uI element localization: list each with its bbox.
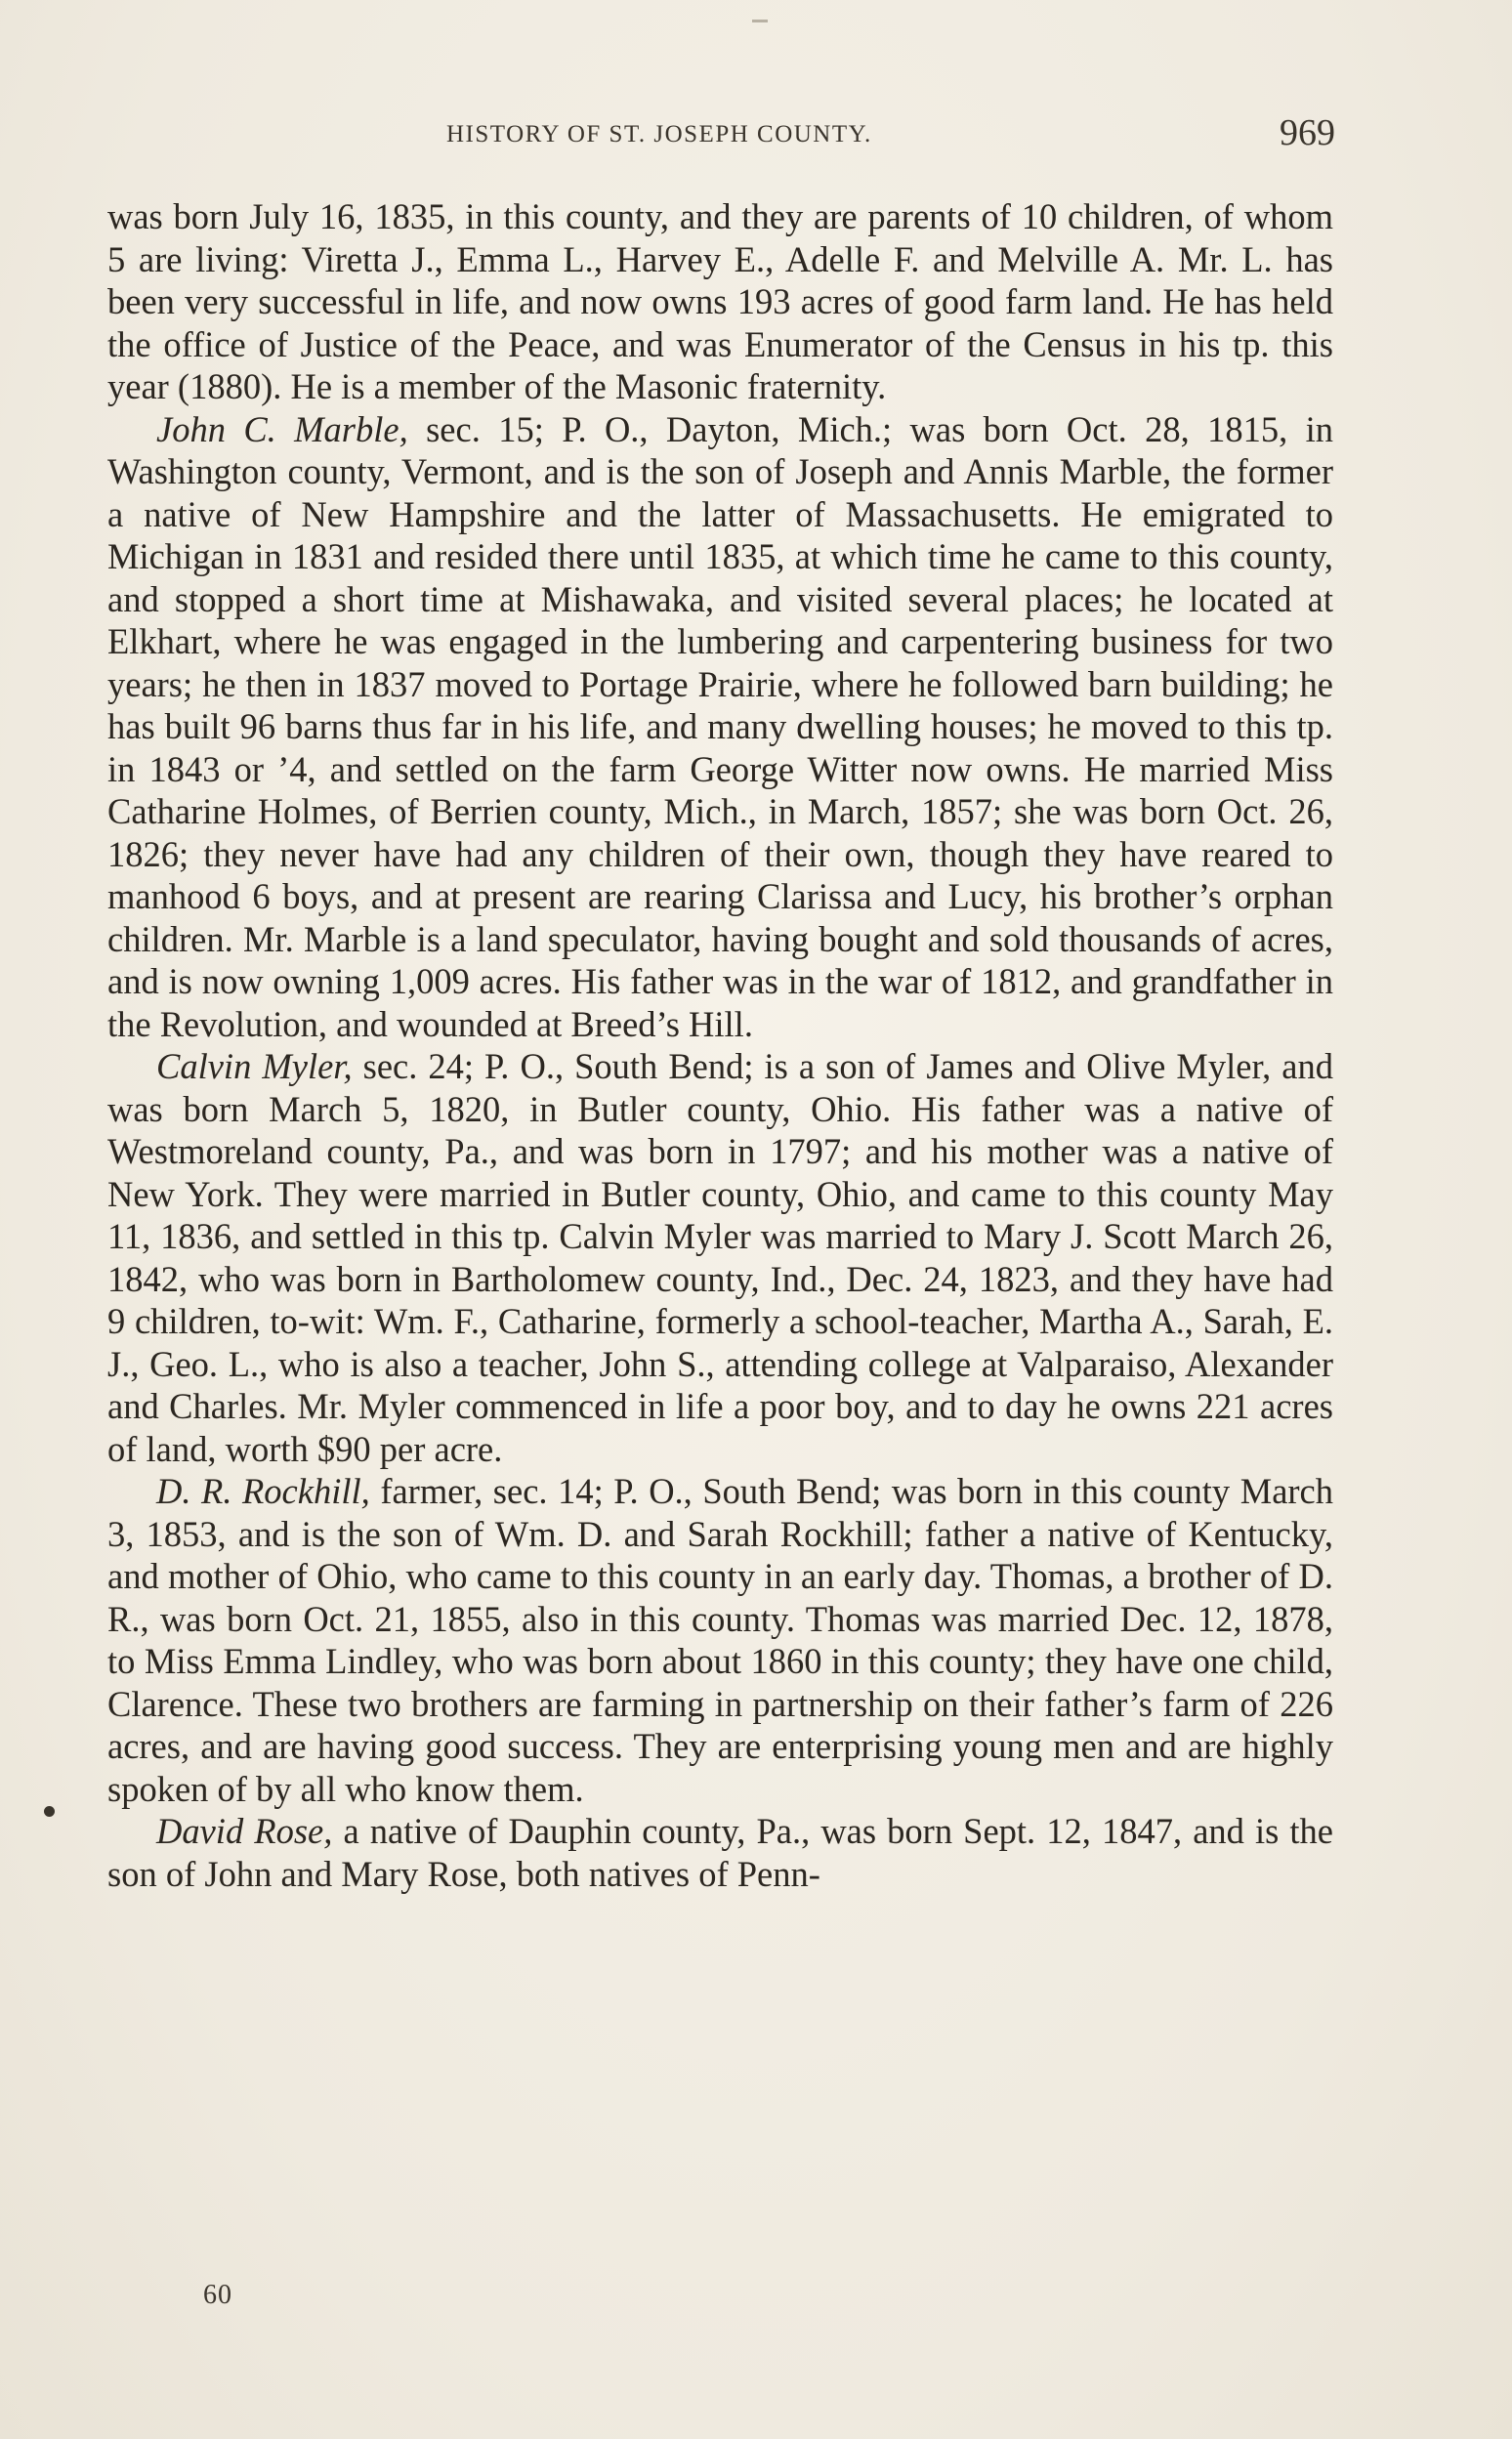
person-name: John C. Marble, [156,408,408,449]
signature-mark: 60 [203,2280,232,2310]
paragraph-text: farmer, sec. 14; P. O., South Bend; was born in this county March 3, 1853, and is the son of Wm. D. and Sarah Rockhill; father a native of Kentucky, and mother of Ohio, who came to this county in an early day. Thomas, a brother of D. R., was born Oct. 21, 1855, also in this county. Thomas was married Dec. 12, 1878, to Miss Emma Lindley, who was born about 1860 in this county; they have one child, Clarence. These two brothers are farming in partnership on their father’s farm of 226 acres, and are having good success. They are enterprising young men and are highly spoken of by all who know them. [107,1471,1333,1809]
top-edge-mark [752,20,768,22]
person-name: D. R. Rockhill, [156,1471,370,1511]
person-name: Calvin Myler, [156,1046,353,1086]
paragraph-myler [107,1045,1333,1470]
paragraph-marble [107,408,1333,1046]
paragraph-text: sec. 24; P. O., South Bend; is a son of James and Olive Myler, and was born March 5, 1820, in Butler county, Ohio. His father was a native of Westmoreland county, Pa., and was born in 1797; and his mother was a native of New York. They were married in Butler county, Ohio, and came to this county May 11, 1836, and settled in this tp. Calvin Myler was married to Mary J. Scott March 26, 1842, who was born in Bartholomew county, Ind., Dec. 24, 1823, and they have had 9 children, to-wit: Wm. F., Catharine, formerly a school-teacher, Martha A., Sarah, E. J., Geo. L., who is also a teacher, John S., attending college at Valparaiso, Alexander and Charles. Mr. Myler commenced in life a poor boy, and to day he owns 221 acres of land, worth $90 per acre. [107,1046,1333,1469]
margin-ink-dot [44,1806,55,1817]
paragraph-rockhill [107,1470,1333,1810]
paragraph-text: was born July 16, 1835, in this county, and they are parents of 10 children, of whom 5 are living: Viretta J., Emma L., Harvey E., Adelle F. and Melville A. Mr. L. has been very successful in life, and now owns 193 acres of good farm land. He has held the office of Justice of the Peace, and was Enumerator of the Census in his tp. this year (1880). He is a member of the Masonic fraternity. [107,196,1333,406]
paragraph-rose [107,1810,1333,1895]
page-number: 969 [1280,112,1335,153]
paragraph-text: sec. 15; P. O., Dayton, Mich.; was born Oct. 28, 1815, in Washington county, Vermont, and is the son of Joseph and Annis Marble, the former a native of New Hampshire and the latter of Massachusetts. He emigrated to Michigan in 1831 and resided there until 1835, at which time he came to this county, and stopped a short time at Mishawaka, and visited several places; he located at Elkhart, where he was engaged in the lumbering and carpentering business for two years; he then in 1837 moved to Portage Prairie, where he followed barn building; he has built 96 barns thus far in his life, and many dwelling houses; he moved to this tp. in 1843 or ’4, and settled on the farm George Witter now owns. He married Miss Catharine Holmes, of Berrien county, Mich., in March, 1857; she was born Oct. 26, 1826; they never have had any children of their own, though they have reared to manhood 6 boys, and at present are rearing Clarissa and Lucy, his brother’s orphan children. Mr. Marble is a land speculator, having bought and sold thousands of acres, and is now owning 1,009 acres. His father was in the war of 1812, and grandfather in the Revolution, and wounded at Breed’s Hill. [107,408,1333,1044]
person-name: David Rose, [156,1811,333,1851]
running-head: HISTORY OF ST. JOSEPH COUNTY. [446,121,872,147]
paragraph-text: a native of Dauphin county, Pa., was born Sept. 12, 1847, and is the son of John and Mary Rose, both natives of Penn- [107,1811,1334,1894]
paragraph-lindley-continuation [107,195,1333,408]
body-text [107,195,1333,1895]
